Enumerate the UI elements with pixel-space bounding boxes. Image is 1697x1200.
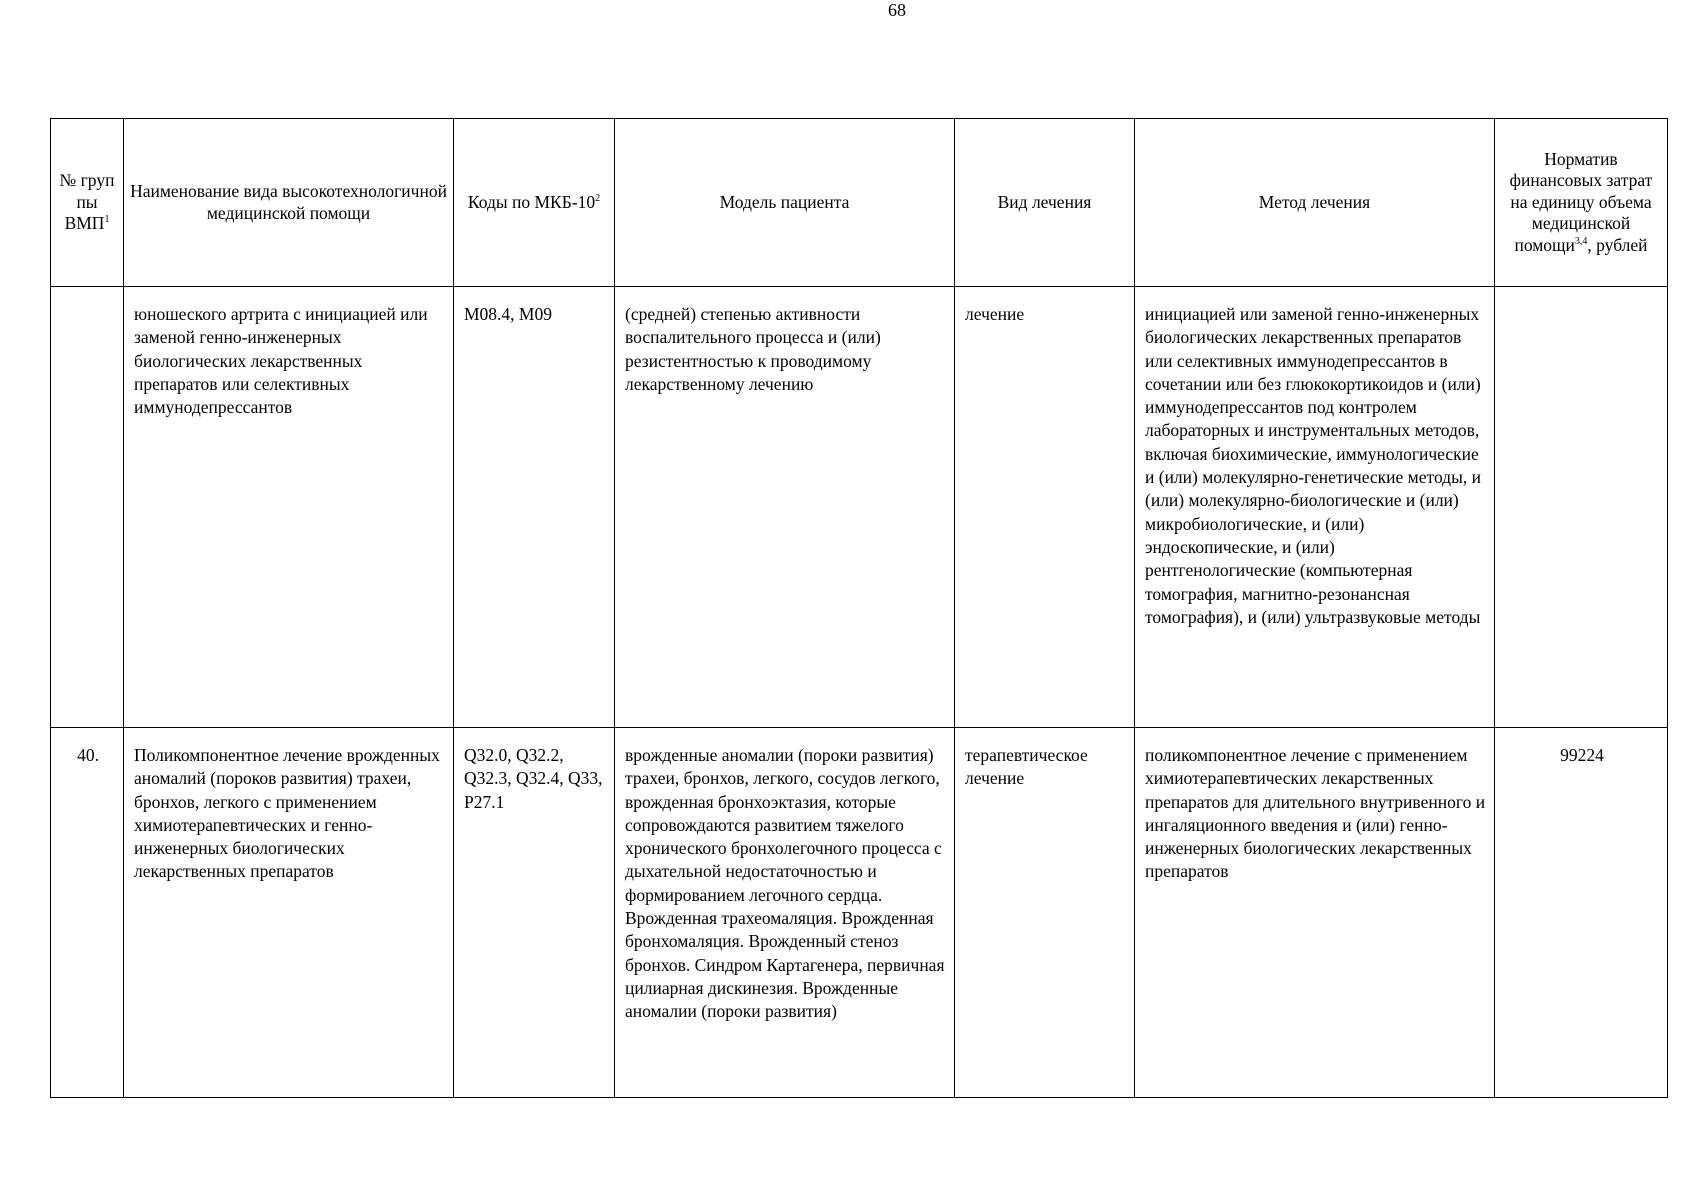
header-model: Модель пациента (615, 119, 955, 287)
header-codes: Коды по МКБ-$10^2$ (454, 119, 615, 287)
cell-treatment-type: лечение (955, 287, 1135, 728)
cell-name: Поликомпонентное лечение врожденных аномалий (пороков развития) трахеи, бронхов, легкого с применением химиотерапевтических и генно-инженерных биологических лекарственных препаратов (124, 728, 454, 1098)
header-method: Метод лечения (1135, 119, 1495, 287)
header-norm: Норматив финансовых затрат на единицу объема медицинской помощи$^{3,4}$, рублей (1495, 119, 1668, 287)
table-header-row (51, 119, 1668, 287)
cell-treatment-type: терапевтическое лечение (955, 728, 1135, 1098)
cell-norm (1495, 287, 1668, 728)
table-row (51, 287, 1668, 728)
cell-model: врожденные аномалии (пороки развития) трахеи, бронхов, легкого, сосудов легкого, врожденная бронхоэктазия, которые сопровождаются развитием тяжелого хронического бронхолегочного процесса с дыхательной недостаточностью и формированием легочного сердца. Врожденная трахеомаляция. Врожденная бронхомаляция. Врожденный стеноз бронхов. Синдром Картагенера, первичная цилиарная дискинезия. Врожденные аномалии (пороки развития) (615, 728, 955, 1098)
cell-model: (средней) степенью активности воспалительного процесса и (или) резистентностью к проводимому лекарственному лечению (615, 287, 955, 728)
table-row (51, 728, 1668, 1098)
cell-name: юношеского артрита с инициацией или заменой генно-инженерных биологических лекарственных препаратов или селективных иммунодепрессантов (124, 287, 454, 728)
header-treatment-type: Вид лечения (955, 119, 1135, 287)
vmp-table (50, 118, 1668, 1098)
cell-method: поликомпонентное лечение с применением химиотерапевтических лекарственных препаратов для длительного внутривенного и ингаляционного введения и (или) генно-инженерных биологических лекарственных препаратов (1135, 728, 1495, 1098)
cell-group-no (51, 287, 124, 728)
cell-group-no: 40. (51, 728, 124, 1098)
cell-method: инициацией или заменой генно-инженерных биологических лекарственных препаратов или селективных иммунодепрессантов в сочетании или без глюкокортикоидов и (или) иммунодепрессантов под контролем лабораторных и инструментальных методов, включая биохимические, иммунологические и (или) молекулярно-генетические методы, и (или) молекулярно-биологические и (или) микробиологические, и (или) эндоскопические, и (или) рентгенологические (компьютерная томография, магнитно-резонансная томография), и (или) ультразвуковые методы (1135, 287, 1495, 728)
cell-codes: M08.4, M09 (454, 287, 615, 728)
page-number: 68 (888, 0, 906, 20)
cell-codes: Q32.0, Q32.2, Q32.3, Q32.4, Q33, P27.1 (454, 728, 615, 1098)
header-name: Наименование вида высокотехнологичной медицинской помощи (124, 119, 454, 287)
header-group-no: № груп пы ВМП$^1$ (51, 119, 124, 287)
cell-norm: 99224 (1495, 728, 1668, 1098)
